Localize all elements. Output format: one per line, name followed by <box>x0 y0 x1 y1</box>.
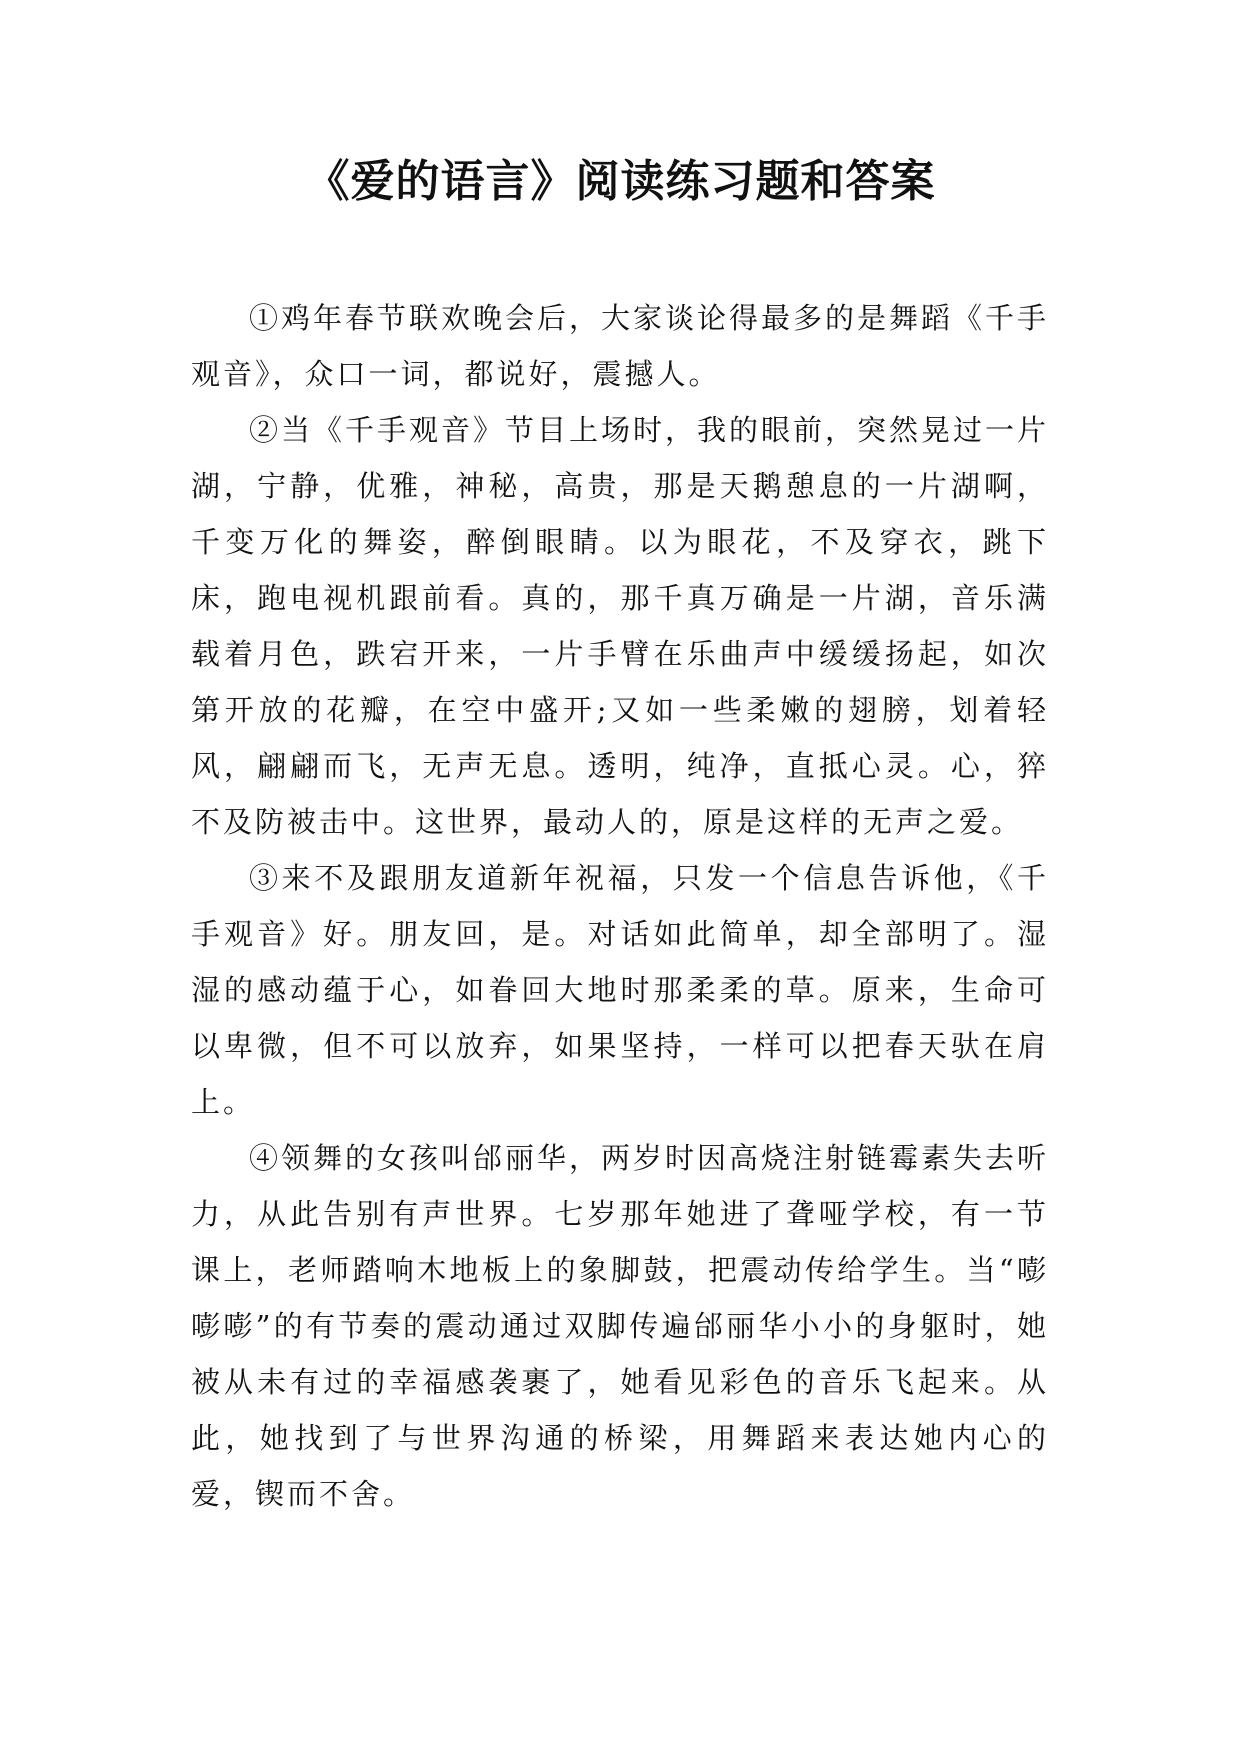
paragraph-2: ②当《千手观音》节目上场时，我的眼前，突然晃过一片湖，宁静，优雅，神秘，高贵，那是天鹅憩息的一片湖啊，千变万化的舞姿，醉倒眼睛。以为眼花，不及穿衣，跳下床，跑电视机跟前看。真的，那千真万确是一片湖，音乐满载着月色，跌宕开来，一片手臂在乐曲声中缓缓扬起，如次第开放的花瓣，在空中盛开;又如一些柔嫩的翅膀，划着轻风，翩翩而飞，无声无息。透明，纯净，直抵心灵。心，猝不及防被击中。这世界，最动人的，原是这样的无声之爱。 <box>191 413 1050 839</box>
paragraph-1: ①鸡年春节联欢晚会后，大家谈论得最多的是舞蹈《千手观音》，众口一词，都说好，震撼人。 <box>191 301 1050 391</box>
paragraph-3: ③来不及跟朋友道新年祝福，只发一个信息告诉他，《千手观音》好。朋友回，是。对话如此简单，却全部明了。湿湿的感动蕴于心，如眷回大地时那柔柔的草。原来，生命可以卑微，但不可以放弃，如果坚持，一样可以把春天驮在肩上。 <box>191 861 1049 1119</box>
document-title: 《爱的语言》阅读练习题和答案 <box>305 156 936 207</box>
paragraph-4: ④领舞的女孩叫邰丽华，两岁时因高烧注射链霉素失去听力，从此告别有声世界。七岁那年她进了聋哑学校，有一节课上，老师踏响木地板上的象脚鼓，把震动传给学生。当“嘭嘭嘭”的有节奏的震动通过双脚传遍邰丽华小小的身躯时，她被从未有过的幸福感袭裹了，她看见彩色的音乐飞起来。从此，她找到了与世界沟通的桥梁，用舞蹈来表达她内心的爱，锲而不舍。 <box>191 1141 1050 1511</box>
document-body <box>191 290 1049 1522</box>
